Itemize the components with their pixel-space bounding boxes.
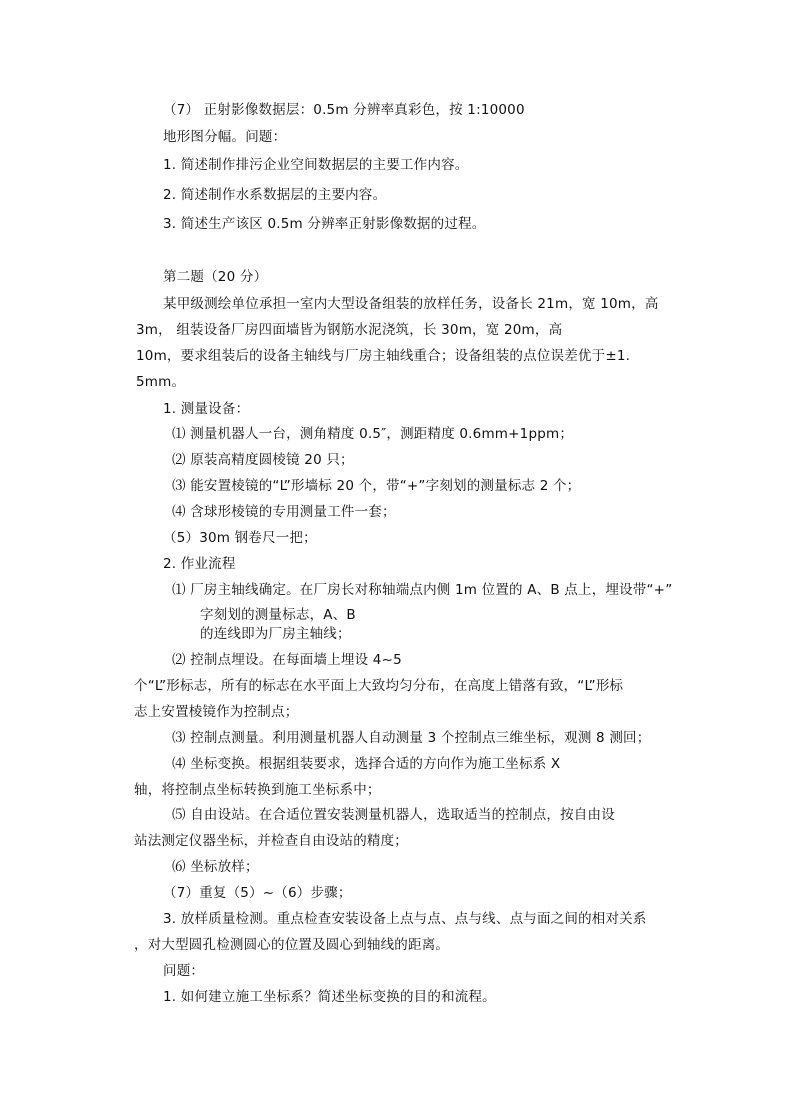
workflow-step-2-line-1: ⑵ 控制点埋设。在每面墙上埋设 4~5	[172, 652, 402, 668]
line-orthophoto-layer: （7） 正射影像数据层：0.5m 分辨率真彩色，按 1:10000	[163, 102, 525, 118]
paragraph-task-line-2: 3m， 组装设备厂房四面墙皆为钢筋水泥浇筑，长 30m，宽 20m，高	[136, 322, 563, 338]
workflow-step-2-line-2: 个“L”形标志，所有的标志在水平面上大致均匀分布，在高度上错落有致，“L”形标	[134, 678, 624, 694]
equipment-item-2: ⑵ 原装高精度圆棱镜 20 只；	[172, 452, 354, 468]
equipment-item-5: （5）30m 钢卷尺一把；	[163, 530, 317, 546]
paragraph-task-line-3: 10m，要求组装后的设备主轴线与厂房主轴线重合；设备组装的点位误差优于±1.	[136, 348, 631, 364]
workflow-step-1-line-2: 字刻划的测量标志，A、B	[200, 607, 356, 623]
question-2: 2. 简述制作水系数据层的主要内容。	[163, 187, 387, 203]
workflow-step-1-line-3: 的连线即为厂房主轴线；	[200, 626, 351, 642]
quality-check-line-2: ，对大型圆孔检测圆心的位置及圆心到轴线的距离。	[134, 937, 450, 953]
questions-heading: 问题：	[163, 963, 205, 979]
final-question-1: 1. 如何建立施工坐标系？简述坐标变换的目的和流程。	[163, 989, 496, 1005]
equipment-item-4: ⑷ 含球形棱镜的专用测量工件一套；	[172, 504, 396, 520]
section-heading-second-question: 第二题（20 分）	[163, 269, 268, 285]
paragraph-task-line-1: 某甲级测绘单位承担一室内大型设备组装的放样任务，设备长 21m，宽 10m，高	[163, 296, 659, 312]
paragraph-task-line-4: 5mm。	[136, 374, 186, 390]
workflow-step-7: （7）重复（5）~（6）步骤；	[163, 885, 352, 901]
heading-workflow: 2. 作业流程	[163, 556, 236, 572]
workflow-step-5-line-2: 站法测定仪器坐标，并检查自由设站的精度；	[134, 833, 408, 849]
question-1: 1. 简述制作排污企业空间数据层的主要工作内容。	[163, 157, 469, 173]
line-map-sheet-questions: 地形图分幅。问题：	[163, 129, 287, 145]
quality-check-line-1: 3. 放样质量检测。重点检查安装设备上点与点、点与线、点与面之间的相对关系	[163, 911, 647, 927]
equipment-item-1: ⑴ 测量机器人一台，测角精度 0.5″，测距精度 0.6mm+1ppm；	[172, 426, 574, 442]
heading-equipment: 1. 测量设备：	[163, 401, 250, 417]
workflow-step-4-line-1: ⑷ 坐标变换。根据组装要求，选择合适的方向作为施工坐标系 X	[172, 756, 561, 772]
workflow-step-6: ⑹ 坐标放样；	[172, 859, 259, 875]
workflow-step-5-line-1: ⑸ 自由设站。在合适位置安装测量机器人，选取适当的控制点，按自由设	[172, 807, 615, 823]
equipment-item-3: ⑶ 能安置棱镜的“L”形墙标 20 个，带“+”字刻划的测量标志 2 个；	[172, 478, 581, 494]
workflow-step-2-line-3: 志上安置棱镜作为控制点；	[134, 704, 299, 720]
workflow-step-3: ⑶ 控制点测量。利用测量机器人自动测量 3 个控制点三维坐标，观测 8 测回；	[172, 730, 651, 746]
question-3: 3. 简述生产该区 0.5m 分辨率正射影像数据的过程。	[163, 216, 486, 232]
workflow-step-4-line-2: 轴，将控制点坐标转换到施工坐标系中；	[134, 782, 381, 798]
workflow-step-1-line-1: ⑴ 厂房主轴线确定。在厂房长对称轴端点内侧 1m 位置的 A、B 点上，埋设带“+”	[172, 582, 673, 598]
